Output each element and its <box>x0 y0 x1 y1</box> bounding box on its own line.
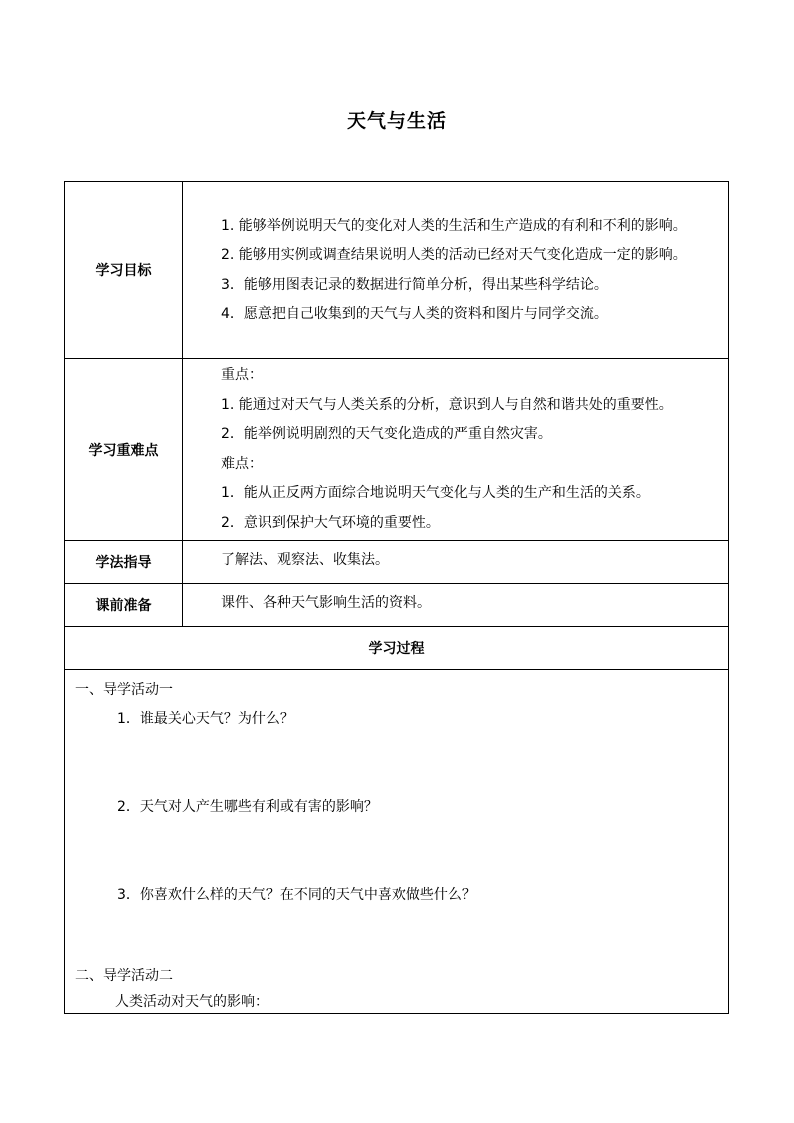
row-process-title <box>65 627 729 670</box>
lesson-plan-table <box>64 181 729 1014</box>
row-key-difficult-points <box>65 359 729 541</box>
row-process-body <box>65 670 729 1014</box>
cell-learning-goals <box>183 182 729 359</box>
difficult-heading: 难点： <box>221 455 263 472</box>
activity-two-subheading: 人类活动对天气的影响： <box>115 994 269 1010</box>
method-text: 了解法、观察法、收集法。 <box>221 552 389 568</box>
row-method-guide <box>65 541 729 584</box>
cell-method-guide <box>183 541 729 584</box>
label-preparation: 课前准备 <box>65 584 183 627</box>
activity-one-question: 2．天气对人产生哪些有利或有害的影响？ <box>117 799 378 815</box>
label-key-difficult-points: 学习重难点 <box>65 359 183 541</box>
process-title: 学习过程 <box>65 627 729 670</box>
activity-one-heading: 一、导学活动一 <box>75 682 173 698</box>
difficult-item: 2．意识到保护大气环境的重要性。 <box>221 514 440 531</box>
goal-item: 2. 能够用实例或调查结果说明人类的活动已经对天气变化造成一定的影响。 <box>221 247 687 263</box>
row-preparation <box>65 584 729 627</box>
row-learning-goals <box>65 182 729 359</box>
label-method-guide: 学法指导 <box>65 541 183 584</box>
preparation-text: 课件、各种天气影响生活的资料。 <box>221 595 431 611</box>
cell-process-body <box>65 670 729 1014</box>
document-title: 天气与生活 <box>346 110 447 132</box>
label-learning-goals: 学习目标 <box>65 182 183 359</box>
difficult-item: 1．能从正反两方面综合地说明天气变化与人类的生产和生活的关系。 <box>221 485 650 501</box>
key-item: 1. 能通过对天气与人类关系的分析，意识到人与自然和谐共处的重要性。 <box>221 396 673 413</box>
activity-one-question: 3．你喜欢什么样的天气？在不同的天气中喜欢做些什么？ <box>117 887 476 903</box>
activity-one-question: 1．谁最关心天气？为什么？ <box>117 711 294 727</box>
goal-item: 3．能够用图表记录的数据进行简单分析，得出某些科学结论。 <box>221 276 608 293</box>
key-item: 2．能举例说明剧烈的天气变化造成的严重自然灾害。 <box>221 426 552 442</box>
activity-two-heading: 二、导学活动二 <box>75 968 173 984</box>
goal-item: 4．愿意把自己收集到的天气与人类的资料和图片与同学交流。 <box>221 306 608 322</box>
key-heading: 重点： <box>221 367 263 383</box>
goal-item: 1. 能够举例说明天气的变化对人类的生活和生产造成的有利和不利的影响。 <box>221 217 687 234</box>
cell-key-difficult-points <box>183 359 729 541</box>
cell-preparation <box>183 584 729 627</box>
